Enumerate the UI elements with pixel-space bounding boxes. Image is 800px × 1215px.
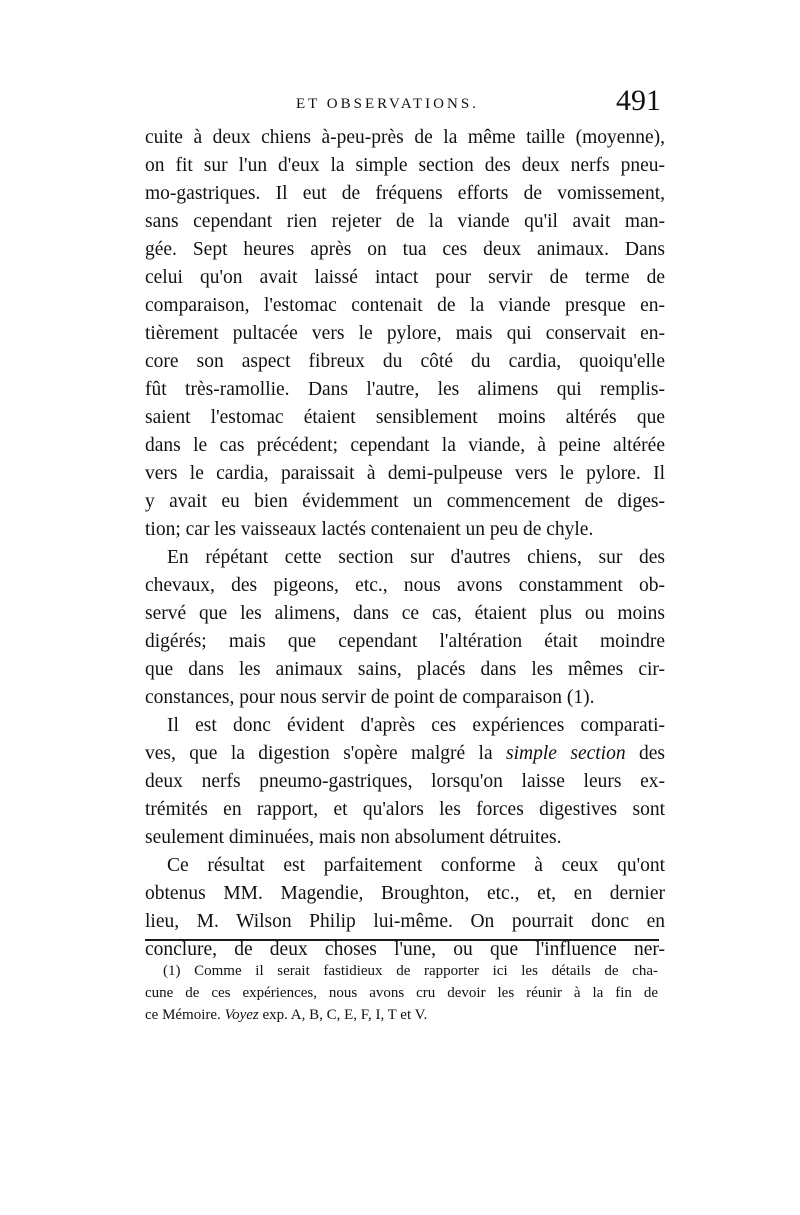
italic-phrase: Voyez: [224, 1007, 259, 1023]
text-line: on fit sur l'un d'eux la simple section des deux nerfs pneu-: [145, 155, 665, 176]
text-line: saient l'estomac étaient sensiblement moins altérés que: [145, 407, 665, 428]
text-line: conclure, de deux choses l'une, ou que l'influence ner-: [145, 939, 665, 960]
text-line: seulement diminuées, mais non absolument détruites.: [145, 827, 562, 848]
text-line: cuite à deux chiens à-peu-près de la même taille (moyenne),: [145, 127, 665, 148]
footnote-line: (1) Comme il serait fastidieux de rapporter ici les détails de cha-: [163, 963, 658, 979]
text-line: chevaux, des pigeons, etc., nous avons constamment ob-: [145, 575, 665, 596]
body-text: [145, 124, 665, 964]
text-line: trémités en rapport, et qu'alors les forces digestives sont: [145, 799, 665, 820]
text-segment: ce Mémoire.: [145, 1007, 221, 1023]
footnote-divider: [145, 939, 659, 941]
text-line: y avait eu bien évidemment un commencement de diges-: [145, 491, 665, 512]
text-line: deux nerfs pneumo-gastriques, lorsqu'on laisse leurs ex-: [145, 771, 665, 792]
text-line: tièrement pultacée vers le pylore, mais qui conservait en-: [145, 323, 665, 344]
text-line: constances, pour nous servir de point de comparaison (1).: [145, 687, 595, 708]
text-line: Il est donc évident d'après ces expériences comparati-: [167, 715, 665, 736]
text-segment: des: [639, 743, 666, 764]
text-line: [145, 740, 665, 768]
footnote-line: [145, 1004, 658, 1026]
text-line: servé que les alimens, dans ce cas, étaient plus ou moins: [145, 603, 665, 624]
text-line: mo-gastriques. Il eut de fréquens efforts de vomissement,: [145, 183, 665, 204]
text-line: tion; car les vaisseaux lactés contenaient un peu de chyle.: [145, 519, 594, 540]
text-line: gée. Sept heures après on tua ces deux animaux. Dans: [145, 239, 665, 260]
text-line: lieu, M. Wilson Philip lui-même. On pourrait donc en: [145, 911, 665, 932]
footnote: [145, 960, 658, 1026]
text-line: core son aspect fibreux du côté du cardia, quoiqu'elle: [145, 351, 665, 372]
text-line: que dans les animaux sains, placés dans les mêmes cir-: [145, 659, 665, 680]
text-segment: ves, que la digestion s'opère malgré la: [145, 743, 493, 764]
running-head: ET OBSERVATIONS.: [296, 96, 479, 112]
text-line: vers le cardia, paraissait à demi-pulpeuse vers le pylore. Il: [145, 463, 665, 484]
text-line: Ce résultat est parfaitement conforme à ceux qu'ont: [167, 855, 665, 876]
text-segment: exp. A, B, C, E, F, I, T et V.: [262, 1007, 428, 1023]
text-line: sans cependant rien rejeter de la viande qu'il avait man-: [145, 211, 665, 232]
text-line: obtenus MM. Magendie, Broughton, etc., et, en dernier: [145, 883, 665, 904]
text-line: comparaison, l'estomac contenait de la viande presque en-: [145, 295, 665, 316]
italic-phrase: simple section: [506, 743, 626, 764]
text-line: dans le cas précédent; cependant la viande, à peine altérée: [145, 435, 665, 456]
text-line: digérés; mais que cependant l'altération était moindre: [145, 631, 665, 652]
text-line: fût très-ramollie. Dans l'autre, les alimens qui remplis-: [145, 379, 665, 400]
page-number: 491: [616, 84, 661, 117]
footnote-line: cune de ces expériences, nous avons cru devoir les réunir à la fin de: [145, 985, 658, 1001]
text-line: En répétant cette section sur d'autres chiens, sur des: [167, 547, 665, 568]
text-line: celui qu'on avait laissé intact pour servir de terme de: [145, 267, 665, 288]
